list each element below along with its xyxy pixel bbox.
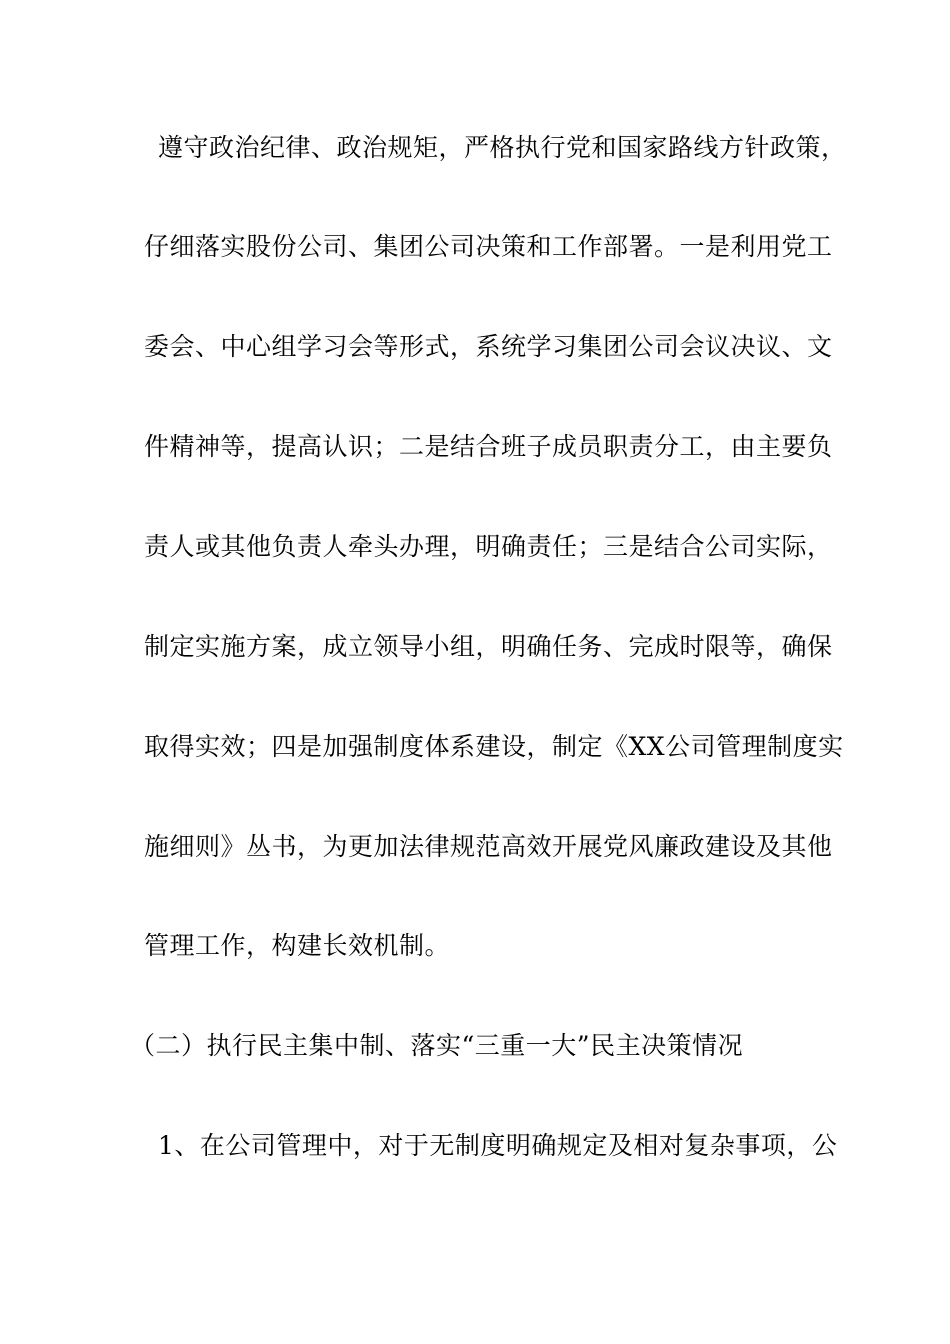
paragraph-line-7: 取得实效；四是加强制度体系建设，制定《XX公司管理制度实 — [144, 732, 844, 761]
paragraph-line-5: 责人或其他负责人牵头办理，明确责任；三是结合公司实际， — [144, 532, 833, 561]
paragraph-line-3: 委会、中心组学习会等形式，系统学习集团公司会议决议、文 — [144, 332, 833, 361]
paragraph-line-2: 仔细落实股份公司、集团公司决策和工作部署。一是利用党工 — [144, 232, 833, 261]
paragraph-line-4: 件精神等，提高认识；二是结合班子成员职责分工，由主要负 — [144, 432, 833, 461]
list-item-1: 1、在公司管理中，对于无制度明确规定及相对复杂事项，公 — [158, 1131, 838, 1160]
paragraph-line-1: 遵守政治纪律、政治规矩，严格执行党和国家路线方针政策， — [158, 133, 847, 162]
paragraph-line-6: 制定实施方案，成立领导小组，明确任务、完成时限等，确保 — [144, 632, 833, 661]
paragraph-line-9: 管理工作，构建长效机制。 — [144, 931, 451, 960]
paragraph-line-8: 施细则》丛书，为更加法律规范高效开展党风廉政建设及其他 — [144, 832, 833, 861]
section-heading: （二）执行民主集中制、落实“三重一大”民主决策情况 — [130, 1031, 744, 1060]
